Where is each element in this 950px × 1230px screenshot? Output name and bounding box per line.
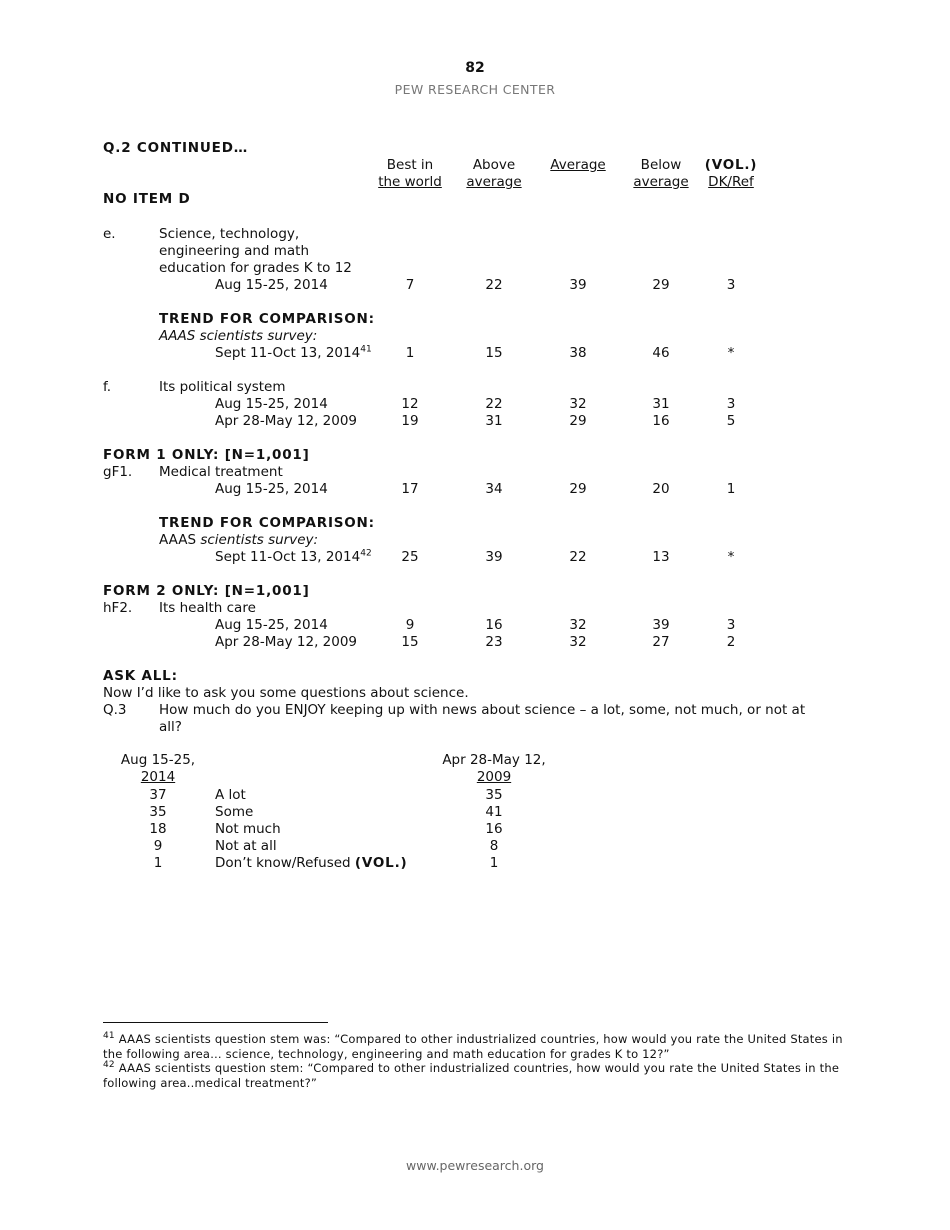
item-letter-h: hF2. bbox=[103, 600, 133, 616]
trend-source: AAAS scientists survey: bbox=[159, 532, 319, 548]
cell-value: 3 bbox=[726, 617, 736, 633]
cell-value: 32 bbox=[569, 396, 587, 412]
cell-value: 29 bbox=[569, 413, 587, 429]
cell-value: 2 bbox=[726, 634, 736, 650]
no-item-d: NO ITEM D bbox=[103, 191, 191, 207]
col-header-below: Below average bbox=[633, 157, 689, 190]
trend-title: TREND FOR COMPARISON: bbox=[159, 515, 375, 531]
cell-value: 27 bbox=[652, 634, 670, 650]
question-number: Q.3 bbox=[103, 702, 127, 718]
cell-value: 3 bbox=[726, 396, 736, 412]
cell-value: * bbox=[727, 549, 735, 565]
page-number: 82 bbox=[465, 60, 485, 76]
q3-value-2014: 37 bbox=[149, 787, 167, 803]
form-label: FORM 1 ONLY: [N=1,001] bbox=[103, 447, 310, 463]
item-label-line: engineering and math bbox=[159, 243, 310, 259]
cell-value: 13 bbox=[652, 549, 670, 565]
q3-value-2009: 16 bbox=[485, 821, 503, 837]
col-header-average: Average bbox=[550, 157, 606, 173]
cell-value: 3 bbox=[726, 277, 736, 293]
q3-option-label: Don’t know/Refused (VOL.) bbox=[215, 855, 408, 871]
section-continued: Q.2 CONTINUED… bbox=[103, 140, 249, 156]
footnote-divider bbox=[103, 1022, 328, 1023]
item-letter-e: e. bbox=[103, 226, 116, 242]
cell-value: 34 bbox=[485, 481, 503, 497]
cell-value: 22 bbox=[485, 396, 503, 412]
cell-value: 9 bbox=[405, 617, 415, 633]
cell-value: 39 bbox=[652, 617, 670, 633]
cell-value: 1 bbox=[405, 345, 415, 361]
cell-value: * bbox=[727, 345, 735, 361]
item-label: Medical treatment bbox=[159, 464, 283, 480]
q3-option-label: Not much bbox=[215, 821, 281, 837]
cell-value: 16 bbox=[485, 617, 503, 633]
q3-value-2009: 8 bbox=[489, 838, 499, 854]
question-text-line: all? bbox=[159, 719, 182, 735]
cell-value: 29 bbox=[569, 481, 587, 497]
q3-value-2014: 18 bbox=[149, 821, 167, 837]
cell-value: 15 bbox=[485, 345, 503, 361]
row-date: Apr 28-May 12, 2009 bbox=[215, 634, 358, 650]
cell-value: 38 bbox=[569, 345, 587, 361]
row-date: Sept 11-Oct 13, 2014$^{41}$ bbox=[215, 344, 372, 361]
trend-title: TREND FOR COMPARISON: bbox=[159, 311, 375, 327]
ask-all-title: ASK ALL: bbox=[103, 668, 178, 684]
footnote-42: $^{42}$ AAAS scientists question stem: “Compared to other industrialized countries, how would you rate the United States in the following area..medical treatment?” bbox=[103, 1060, 840, 1090]
q3-value-2014: 9 bbox=[153, 838, 163, 854]
item-label: Its political system bbox=[159, 379, 286, 395]
cell-value: 31 bbox=[652, 396, 670, 412]
footnote-ref: 41 bbox=[360, 344, 372, 355]
q3-value-2014: 1 bbox=[153, 855, 163, 871]
ask-all-intro: Now I’d like to ask you some questions about science. bbox=[103, 685, 469, 701]
item-label-line: education for grades K to 12 bbox=[159, 260, 352, 276]
cell-value: 1 bbox=[726, 481, 736, 497]
cell-value: 23 bbox=[485, 634, 503, 650]
row-date: Aug 15-25, 2014 bbox=[215, 481, 328, 497]
item-letter-f: f. bbox=[103, 379, 112, 395]
footer-website[interactable]: www.pewresearch.org bbox=[406, 1158, 544, 1173]
q3-option-label: A lot bbox=[215, 787, 246, 803]
cell-value: 22 bbox=[569, 549, 587, 565]
col-header-best: Best in the world bbox=[378, 157, 442, 190]
cell-value: 32 bbox=[569, 634, 587, 650]
cell-value: 17 bbox=[401, 481, 419, 497]
cell-value: 12 bbox=[401, 396, 419, 412]
org-name: PEW RESEARCH CENTER bbox=[394, 82, 556, 97]
col-header-above: Above average bbox=[466, 157, 522, 190]
col-header-dk: (VOL.) DK/Ref bbox=[704, 157, 758, 190]
cell-value: 39 bbox=[485, 549, 503, 565]
row-date: Aug 15-25, 2014 bbox=[215, 277, 328, 293]
cell-value: 29 bbox=[652, 277, 670, 293]
q3-value-2009: 35 bbox=[485, 787, 503, 803]
q3-col-header-2014: Aug 15-25, 2014 bbox=[120, 752, 196, 785]
cell-value: 25 bbox=[401, 549, 419, 565]
item-label-line: Science, technology, bbox=[159, 226, 300, 242]
q3-value-2014: 35 bbox=[149, 804, 167, 820]
item-letter-g: gF1. bbox=[103, 464, 133, 480]
q3-option-label: Not at all bbox=[215, 838, 277, 854]
q3-option-label: Some bbox=[215, 804, 254, 820]
cell-value: 22 bbox=[485, 277, 503, 293]
cell-value: 19 bbox=[401, 413, 419, 429]
cell-value: 39 bbox=[569, 277, 587, 293]
cell-value: 7 bbox=[405, 277, 415, 293]
footnote-41: $^{41}$ AAAS scientists question stem was: “Compared to other industrialized countries, how would you rate the United States in the following area… science, technology, engineering and math education for grades K to 12?” bbox=[103, 1031, 843, 1061]
cell-value: 32 bbox=[569, 617, 587, 633]
cell-value: 5 bbox=[726, 413, 736, 429]
cell-value: 16 bbox=[652, 413, 670, 429]
cell-value: 46 bbox=[652, 345, 670, 361]
form-label: FORM 2 ONLY: [N=1,001] bbox=[103, 583, 310, 599]
row-date: Aug 15-25, 2014 bbox=[215, 617, 328, 633]
row-date: Sept 11-Oct 13, 2014$^{42}$ bbox=[215, 548, 372, 565]
row-date: Aug 15-25, 2014 bbox=[215, 396, 328, 412]
row-date: Apr 28-May 12, 2009 bbox=[215, 413, 358, 429]
question-text-line: How much do you ENJOY keeping up with news about science – a lot, some, not much, or not at bbox=[159, 702, 806, 718]
cell-value: 31 bbox=[485, 413, 503, 429]
item-label: Its health care bbox=[159, 600, 256, 616]
trend-source: AAAS scientists survey: bbox=[159, 328, 318, 344]
footnote-ref: 42 bbox=[360, 548, 372, 559]
cell-value: 15 bbox=[401, 634, 419, 650]
cell-value: 20 bbox=[652, 481, 670, 497]
q3-value-2009: 41 bbox=[485, 804, 503, 820]
q3-value-2009: 1 bbox=[489, 855, 499, 871]
q3-col-header-2009: Apr 28-May 12, 2009 bbox=[442, 752, 546, 785]
